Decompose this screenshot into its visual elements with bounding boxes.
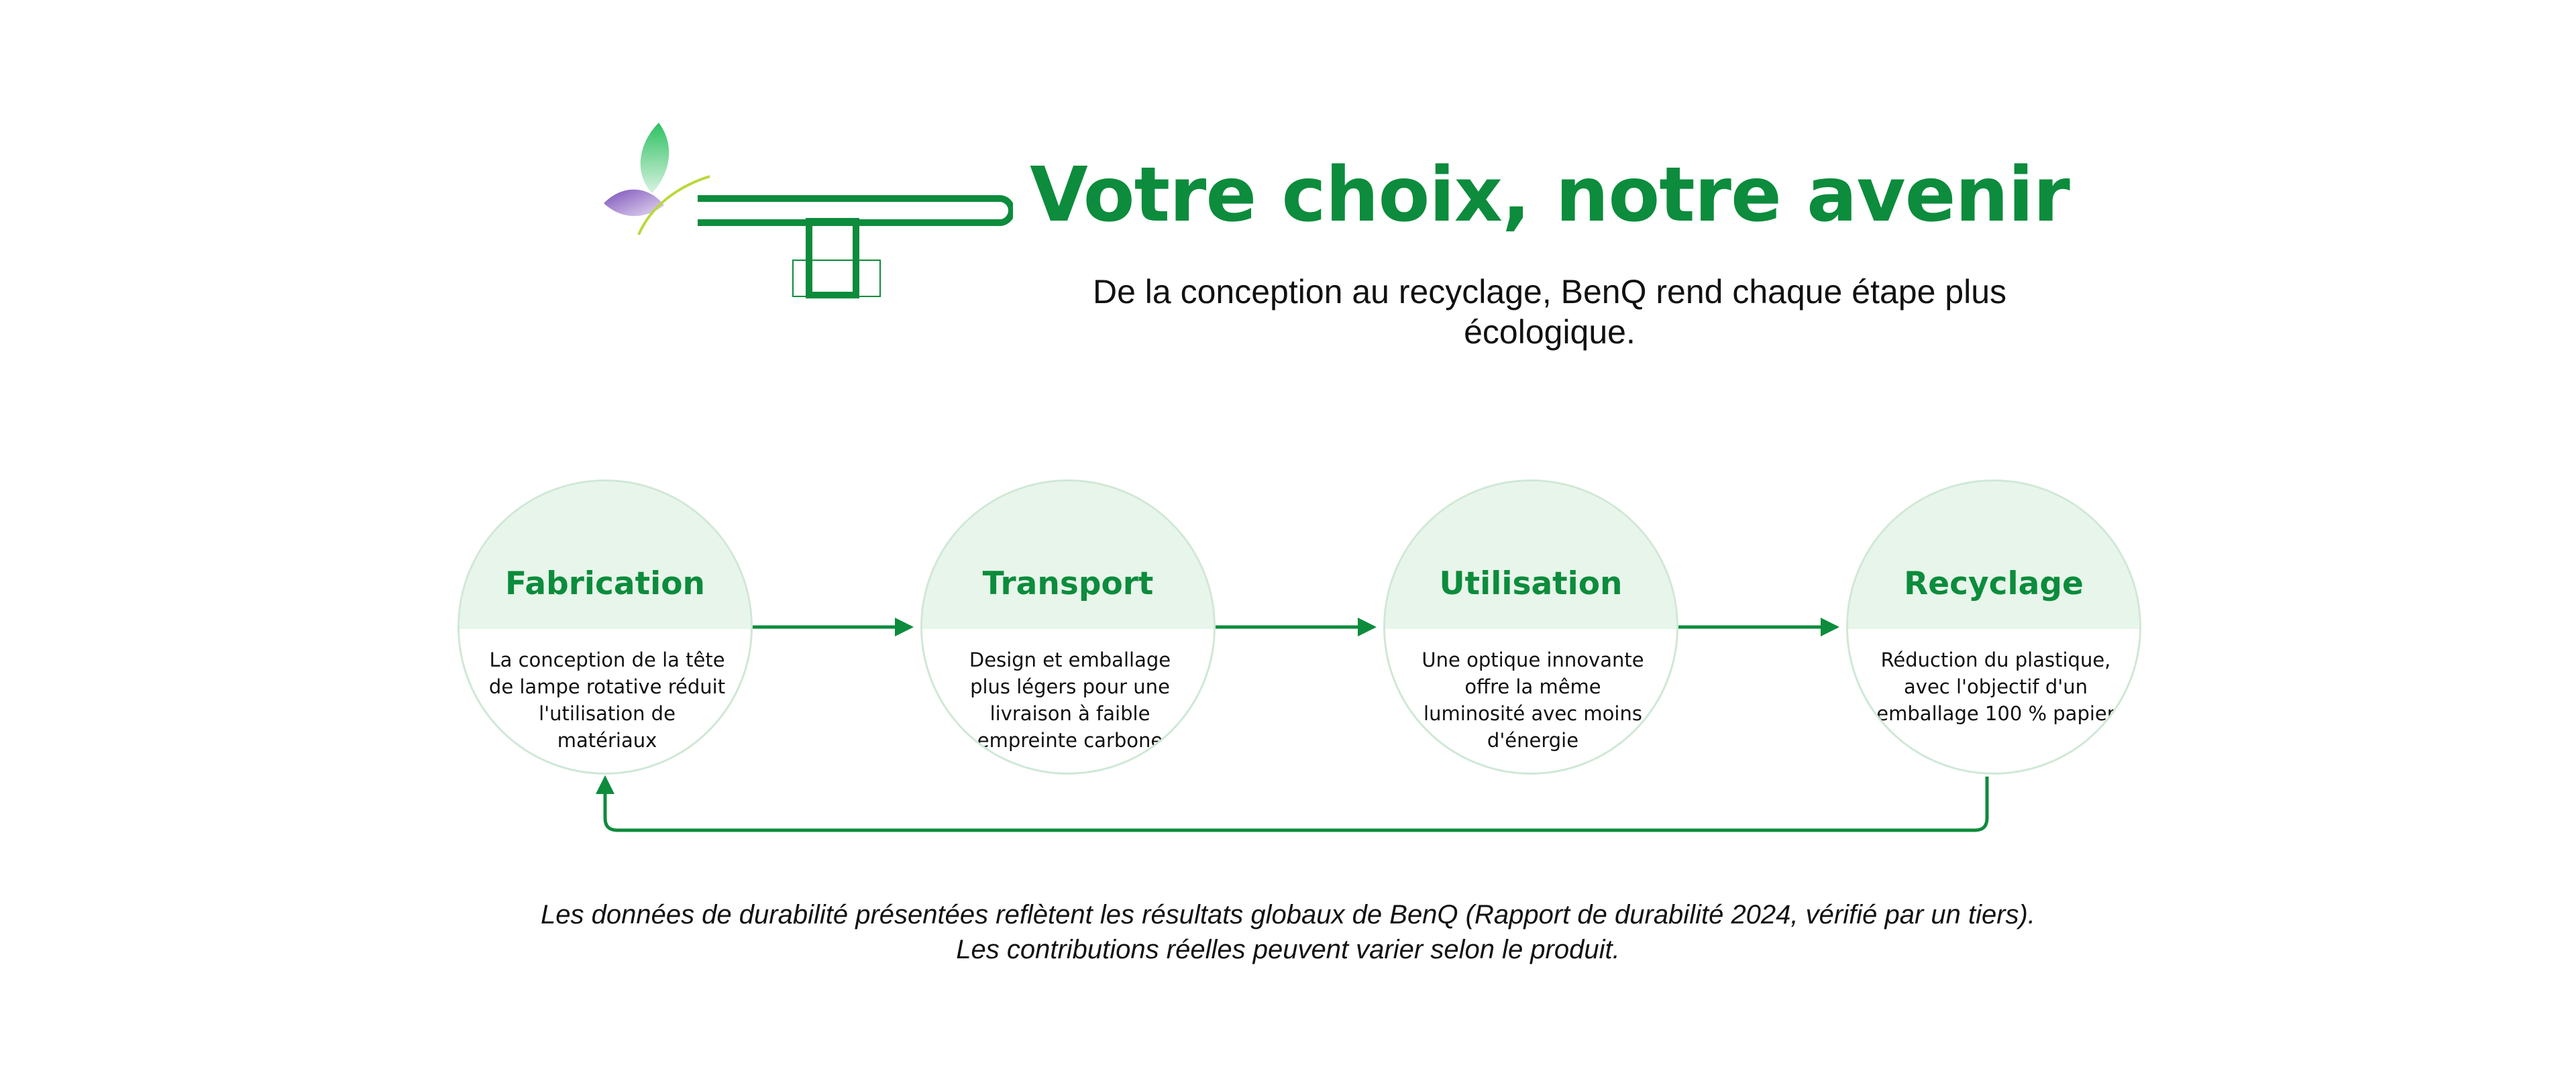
- loop-arrow-icon: [605, 777, 1987, 830]
- step-title: Fabrication: [505, 565, 705, 602]
- arrow-right-icon: [1821, 618, 1839, 636]
- step-description: Design et emballage plus légers pour une livraison à faible empreinte carbone: [969, 648, 1171, 752]
- step-description: Réduction du plastique, avec l'objectif d'un emballage 100 % papier: [1876, 648, 2115, 725]
- page-subtitle: De la conception au recyclage, BenQ rend chaque étape plus écologique.: [1092, 273, 2006, 351]
- step-title: Utilisation: [1439, 565, 1623, 602]
- arrow-right-icon: [1358, 618, 1377, 636]
- butterfly-leaf-icon: [604, 123, 710, 235]
- step-header: [922, 482, 1214, 629]
- step-title: Recyclage: [1904, 565, 2084, 602]
- footnote: [429, 897, 2147, 967]
- arrow-up-icon: [596, 775, 614, 794]
- step-header: [460, 482, 751, 629]
- step-utilisation: [1383, 479, 1678, 775]
- footnote-line-1: Les données de durabilité présentées reflètent les résultats globaux de BenQ (Rapport de durabilité 2024, vérifié par un tiers).: [540, 900, 2035, 929]
- footnote-line-2: Les contributions réelles peuvent varier selon le produit.: [956, 935, 1620, 964]
- step-description: Une optique innovante offre la même luminosité avec moins d'énergie: [1421, 648, 1644, 752]
- step-transport: [920, 479, 1216, 775]
- page-title: Votre choix, notre avenir: [1030, 152, 2070, 239]
- brand-illustration: [597, 119, 1013, 300]
- step-title: Transport: [982, 565, 1154, 602]
- step-description: La conception de la tête de lampe rotative réduit l'utilisation de matériaux: [488, 648, 726, 752]
- step-header: [1848, 482, 2139, 629]
- step-fabrication: [458, 479, 753, 775]
- step-recyclage: [1846, 479, 2141, 775]
- lamp-icon: [698, 199, 1012, 296]
- arrow-right-icon: [895, 618, 914, 636]
- step-header: [1385, 482, 1676, 629]
